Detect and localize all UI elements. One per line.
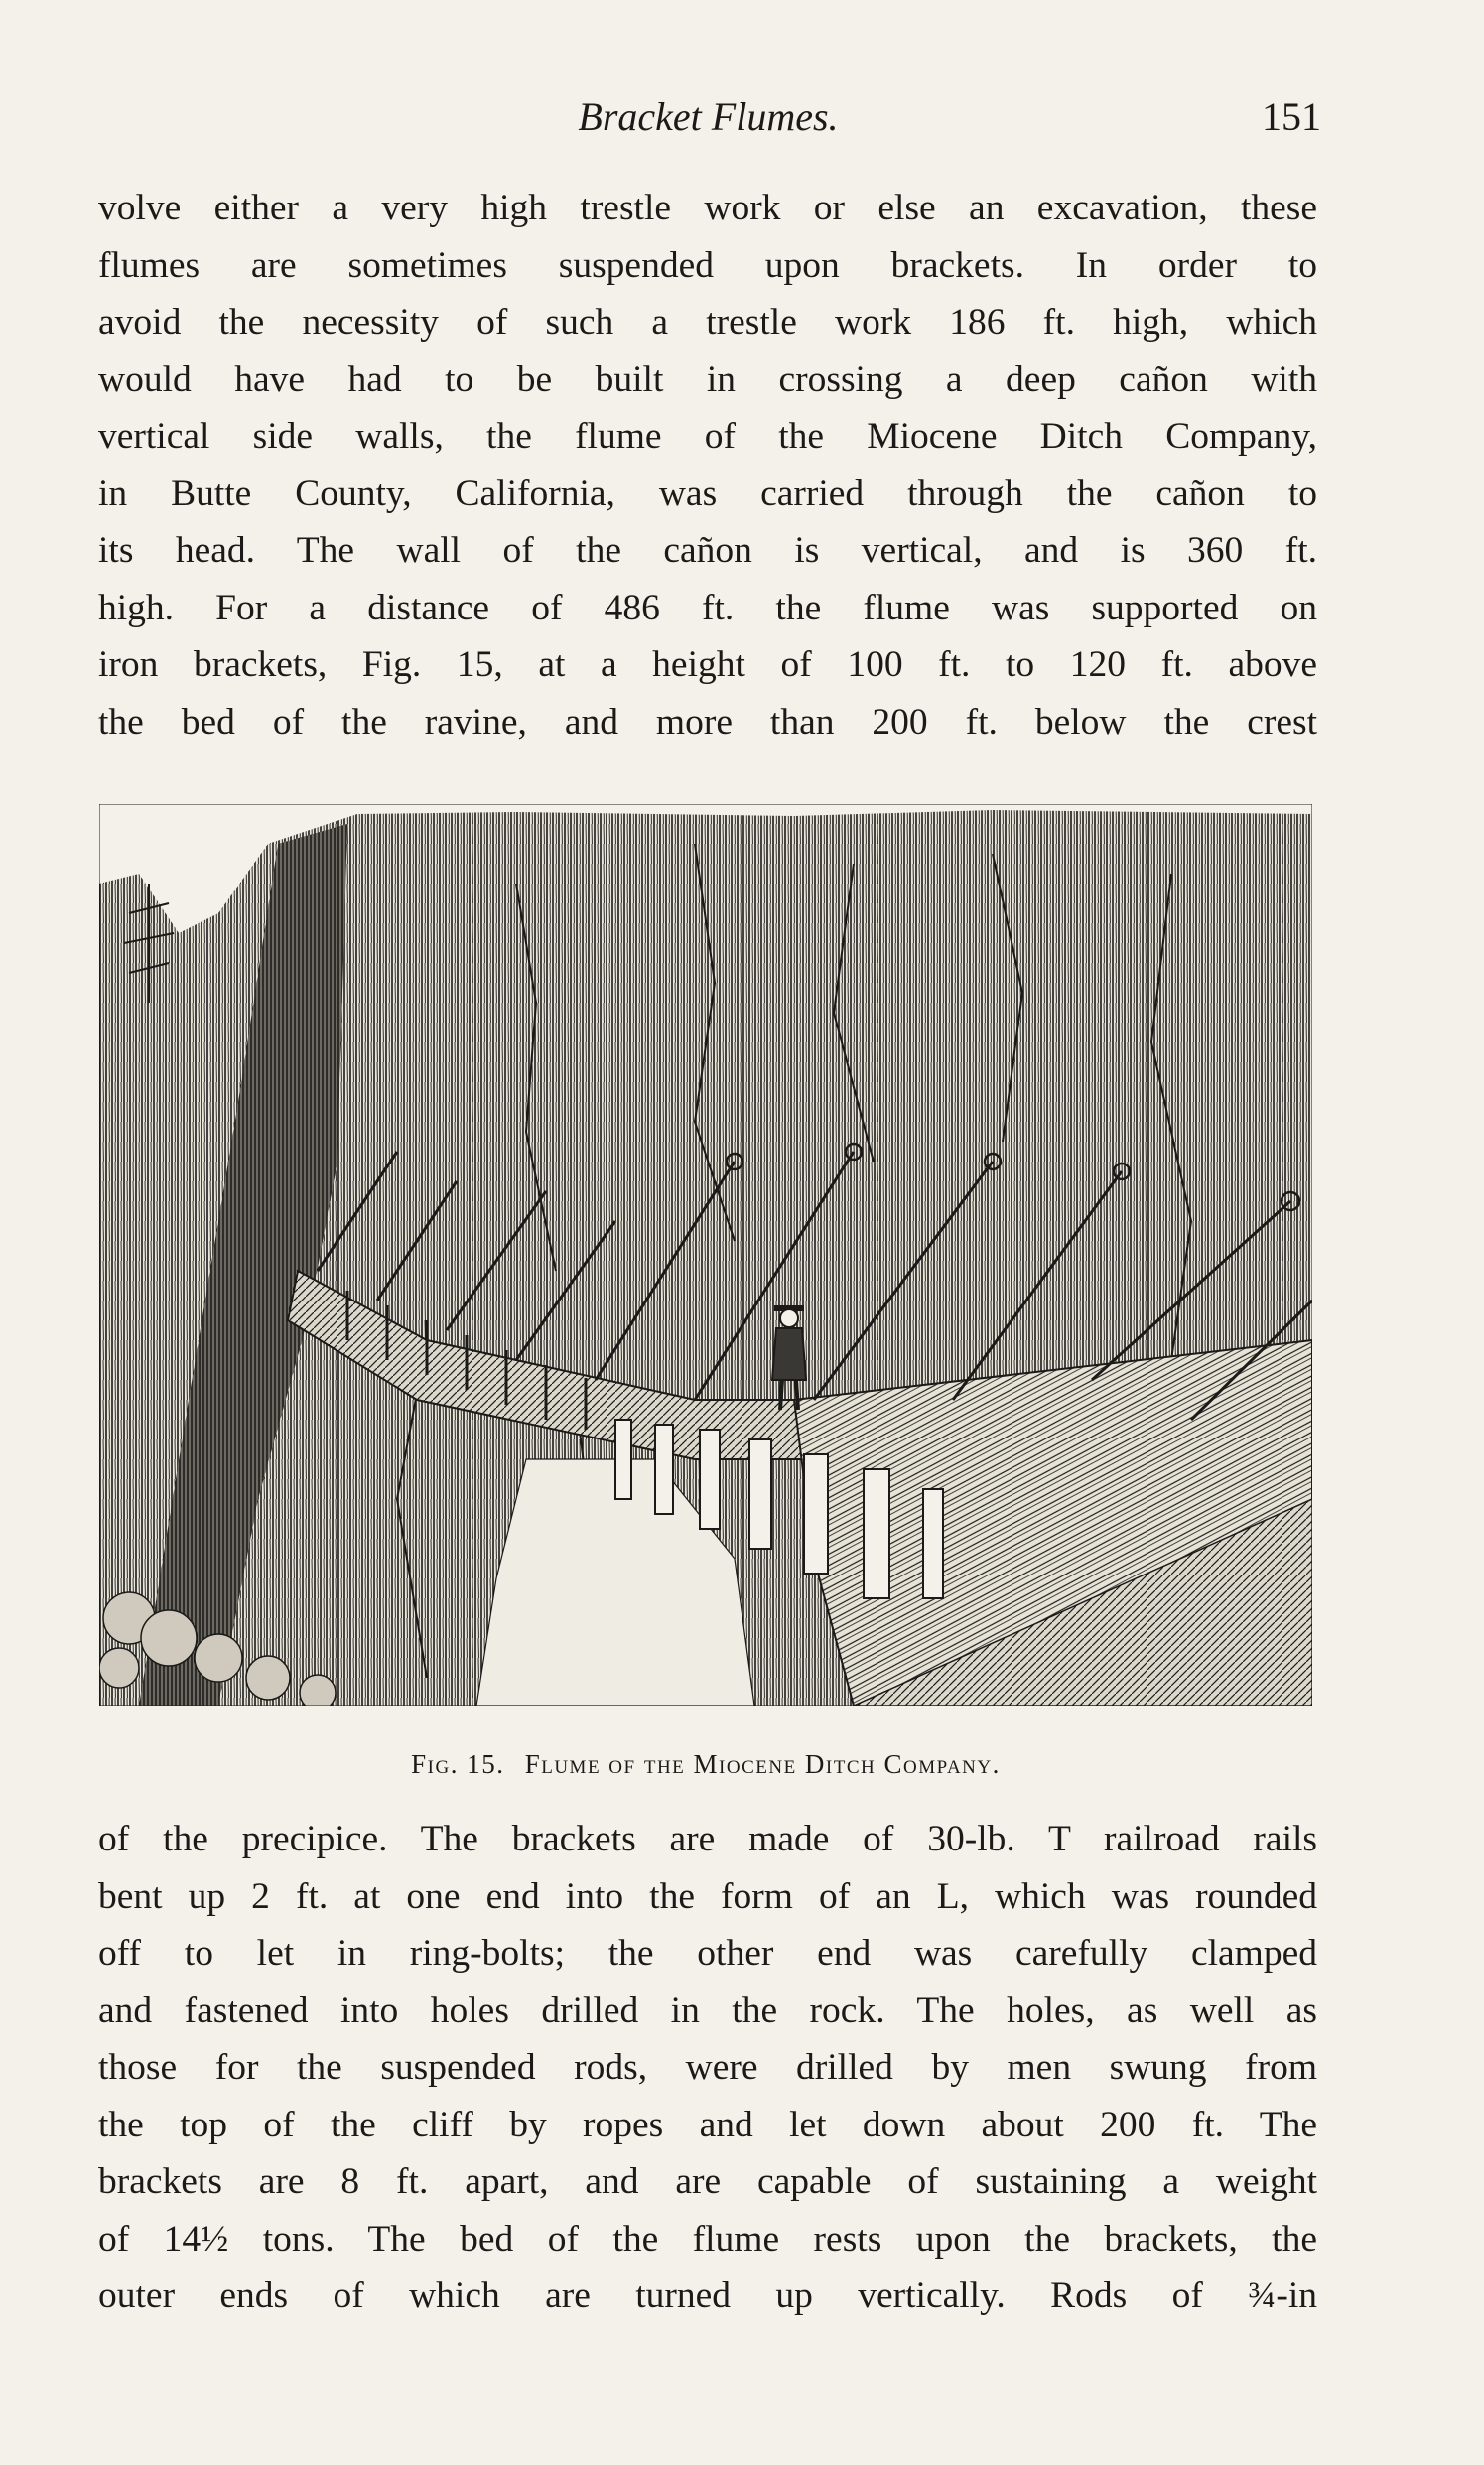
- text-line: would have had to be built in crossing a deep cañon with: [98, 358, 1317, 400]
- text-line: its head. The wall of the cañon is vertical, and is 360 ft.: [98, 530, 1317, 571]
- engraving-figure: [99, 804, 1312, 1706]
- text-line: outer ends of which are turned up vertically. Rods of ¾-in: [98, 2275, 1317, 2316]
- text-line: high. For a distance of 486 ft. the flume was supported on: [98, 587, 1317, 628]
- text-line: off to let in ring-bolts; the other end was carefully clamped: [98, 1933, 1317, 1974]
- running-head: [95, 85, 1321, 145]
- text-line: avoid the necessity of such a trestle work 186 ft. high, which: [98, 302, 1317, 342]
- text-line: in Butte County, California, was carried through the cañon to: [98, 473, 1317, 514]
- figure-label: Fig. 15.: [411, 1749, 505, 1779]
- text-line: volve either a very high trestle work or else an excavation, these: [98, 188, 1317, 228]
- text-line: and fastened into holes drilled in the rock. The holes, as well as: [98, 1989, 1317, 2031]
- text-line: of the precipice. The brackets are made of 30-lb. T railroad rails: [98, 1819, 1317, 1859]
- text-line: bent up 2 ft. at one end into the form of an L, which was rounded: [98, 1875, 1317, 1917]
- text-line: iron brackets, Fig. 15, at a height of 100 ft. to 120 ft. above: [98, 644, 1317, 685]
- text-line: the bed of the ravine, and more than 200 ft. below the crest: [98, 701, 1317, 743]
- text-line: vertical side walls, the flume of the Miocene Ditch Company,: [98, 416, 1317, 457]
- text-line: the top of the cliff by ropes and let down about 200 ft. The: [98, 2104, 1317, 2145]
- paragraph-top: [98, 180, 1317, 751]
- text-line: brackets are 8 ft. apart, and are capable of sustaining a weight: [98, 2161, 1317, 2202]
- page-number: 151: [1262, 94, 1321, 139]
- text-line: of 14½ tons. The bed of the flume rests upon the brackets, the: [98, 2218, 1317, 2260]
- flume-engraving-illustration: [99, 804, 1312, 1706]
- text-line: those for the suspended rods, were drilled by men swung from: [98, 2047, 1317, 2088]
- text-line: flumes are sometimes suspended upon brackets. In order to: [98, 244, 1317, 286]
- figure-caption: [99, 1749, 1312, 1780]
- figure-title: Flume of the Miocene Ditch Company.: [524, 1749, 1001, 1779]
- running-title: Bracket Flumes.: [578, 94, 839, 139]
- paragraph-bottom: [98, 1811, 1317, 2325]
